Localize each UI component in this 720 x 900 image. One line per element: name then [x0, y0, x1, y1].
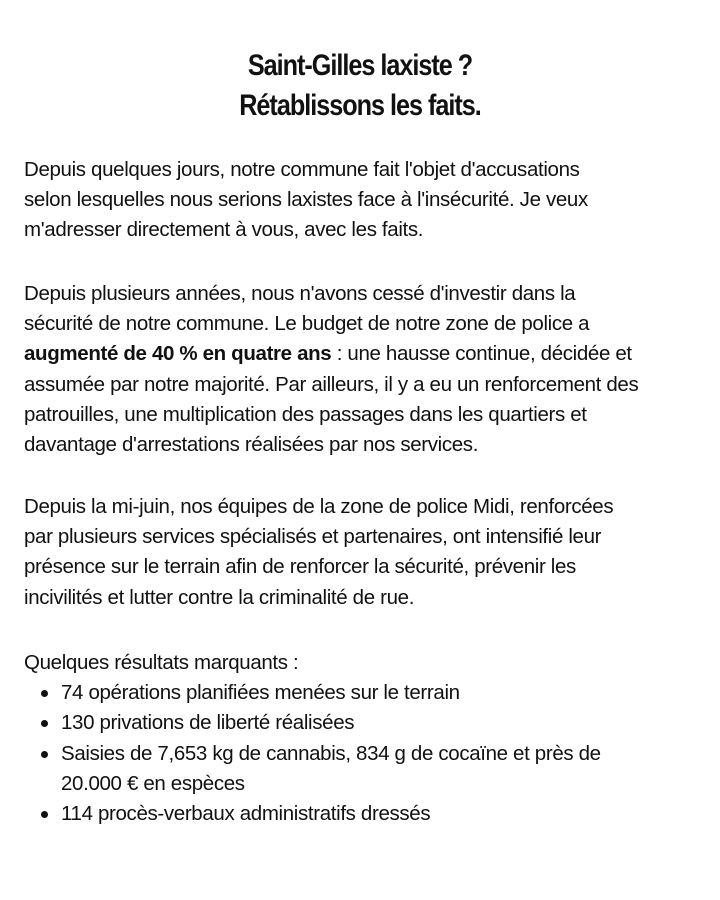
paragraph-line: présence sur le terrain afin de renforcer la sécurité, prévenir les: [24, 555, 576, 579]
bullet-icon: [41, 811, 48, 818]
intro-paragraph: [24, 155, 714, 246]
paragraph-line: Depuis plusieurs années, nous n'avons cessé d'investir dans la: [24, 282, 576, 305]
results-intro: Quelques résultats marquants :: [24, 651, 299, 674]
paragraph-line: par plusieurs services spécialisés et partenaires, ont intensifié leur: [24, 525, 602, 549]
list-item-text: 74 opérations planifiées menées sur le terrain: [61, 681, 460, 705]
bullet-icon: [41, 720, 48, 727]
paragraph-line: davantage d'arrestations réalisées par nos services.: [24, 433, 479, 457]
paragraph-line: patrouilles, une multiplication des passages dans les quartiers et: [24, 402, 587, 426]
paragraph-line: Depuis la mi-juin, nos équipes de la zone de police Midi, renforcées: [24, 495, 614, 518]
budget-paragraph: [24, 279, 714, 460]
list-item-text-continued: 20.000 € en espèces: [61, 771, 245, 795]
paragraph-line-rest: : une hausse continue, décidée et: [331, 342, 632, 366]
page-title: [58, 46, 663, 126]
list-item: [24, 799, 714, 829]
paragraph-line: selon lesquelles nous serions laxistes face à l'insécurité. Je veux: [24, 188, 588, 212]
paragraph-line: m'adresser directement à vous, avec les faits.: [24, 218, 424, 242]
paragraph-line: sécurité de notre commune. Le budget de notre zone de police a: [24, 312, 590, 336]
list-item: [24, 708, 714, 738]
title-line-2: Rétablissons les faits.: [239, 89, 481, 122]
results-section: [24, 648, 714, 829]
paragraph-line: assumée par notre majorité. Par ailleurs, il y a eu un renforcement des: [24, 372, 639, 396]
title-line-1: Saint-Gilles laxiste ?: [247, 49, 473, 82]
list-item-text: 130 privations de liberté réalisées: [61, 711, 355, 735]
bullet-icon: [41, 751, 48, 758]
results-list: [24, 678, 714, 829]
paragraph-line: Depuis quelques jours, notre commune fait l'objet d'accusations: [24, 158, 580, 181]
budget-increase-emphasis: augmenté de 40 % en quatre ans: [24, 342, 332, 366]
operations-paragraph: [24, 492, 714, 613]
list-item-text: 114 procès-verbaux administratifs dressés: [61, 802, 431, 826]
list-item: [24, 678, 714, 708]
paragraph-line: incivilités et lutter contre la criminalité de rue.: [24, 585, 415, 609]
bullet-icon: [41, 690, 48, 697]
paragraph-line-with-emphasis: [24, 339, 714, 369]
list-item-text: Saisies de 7,653 kg de cannabis, 834 g de cocaïne et près de: [61, 741, 601, 765]
list-item: [24, 739, 714, 799]
